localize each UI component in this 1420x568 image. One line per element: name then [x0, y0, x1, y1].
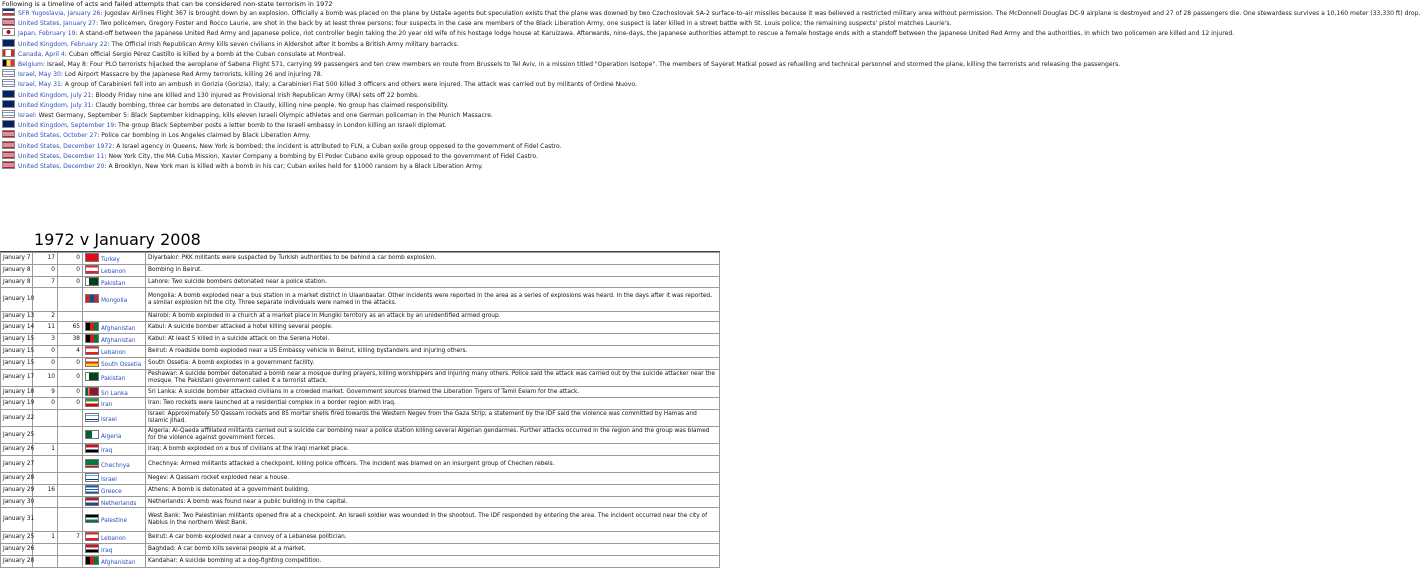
- injured-count-cell: [58, 484, 83, 496]
- dead-count-cell: [33, 427, 58, 444]
- entry-text: A stand-off between the Japanese United Red Army and Japanese police, riot controller begin taking the 20 year old wife of his hostage lodge house at Karuizawa. Afterwards, nine-days, the Japanese authorities attempt to rescue a female hostage ends with a standoff between the Japanese United Red Army and the authorities, in which two policemen are killed and 12 injured.: [79, 30, 1235, 38]
- description-cell: Negev: A Qassam rocket exploded near a house.: [146, 472, 720, 484]
- dead-count-cell: 16: [33, 484, 58, 496]
- incident-table: [0, 252, 720, 568]
- southossetia-flag-icon: [85, 358, 99, 367]
- date-cell: January 7: [1, 253, 33, 265]
- dead-count-cell: [33, 288, 58, 312]
- dead-count-cell: [33, 544, 58, 556]
- description-cell: Athens: A bomb is detonated at a government building.: [146, 484, 720, 496]
- table-row: [1, 544, 720, 556]
- table-row: [1, 455, 720, 472]
- injured-count-cell: 0: [58, 264, 83, 276]
- iraq-flag-icon: [85, 444, 99, 453]
- country-link[interactable]: Greece: [101, 488, 122, 495]
- date-cell: January 27: [1, 455, 33, 472]
- country-link[interactable]: Pakistan: [101, 280, 126, 287]
- date-cell: January 8: [1, 276, 33, 288]
- country-cell: [83, 357, 146, 369]
- entry-date-link[interactable]: United States, October 27: [18, 132, 98, 140]
- yugoslavia-flag-icon: [2, 8, 15, 16]
- afghanistan-flag-icon: [85, 556, 99, 565]
- dead-count-cell: 1: [33, 532, 58, 544]
- country-link[interactable]: Afghanistan: [101, 338, 136, 345]
- description-cell: Mongolia: A bomb exploded near a bus station in a market district in Ulaanbaatar. Other incidents were reported in the area as a series of explosions was heard. In the days after it was reported, a similar explosion hit the city. Three separate individuals were named in the attacks.: [146, 288, 720, 312]
- country-link[interactable]: Iran: [101, 402, 113, 409]
- description-cell: South Ossetia: A bomb explodes in a government facility.: [146, 357, 720, 369]
- algeria-flag-icon: [85, 430, 99, 439]
- table-row: [1, 444, 720, 456]
- description-cell: Kandahar: A suicide bombing at a dog-fighting competition.: [146, 555, 720, 567]
- dead-count-cell: 0: [33, 357, 58, 369]
- country-link[interactable]: South Ossetia: [101, 361, 142, 368]
- country-link[interactable]: Netherlands: [101, 500, 137, 507]
- table-row: [1, 322, 720, 334]
- timeline-1972-section: [0, 0, 1420, 228]
- country-link[interactable]: Mongolia: [101, 298, 128, 305]
- timeline-entry: SFR Yugoslavia, January 26: Jugoslav Airlines Flight 367 is brought down by an explosion. Officially a bomb was placed on the plane by Ustaše agents but speculation exists that the plane was downed by two Czechoslovak SA-2 surface-to-air missiles because it was believed a restricted military area without permission. The McDonnell Douglas DC-9 airplane is destroyed and 27 of 28 passengers die. One stewardess survives a 10,160 meter (33,330 ft) drop.: [0, 8, 720, 18]
- netherlands-flag-icon: [85, 497, 99, 506]
- table-row: [1, 312, 720, 322]
- country-cell: [83, 322, 146, 334]
- country-link[interactable]: Afghanistan: [101, 326, 136, 333]
- country-link[interactable]: Israel: [101, 416, 117, 423]
- entry-text: Israel, May 8: Four PLO terrorists hijacked the aeroplane of Sabena Flight 571, carrying 99 passengers and ten crew members en route from Brussels to Tel Aviv, in a mission titled "Operation Isotope". The members of Sayeret Matkal posed as refuelling and technical personnel and stormed the plane, killing the terrorists and releasing the passengers.: [46, 61, 1121, 69]
- dead-count-cell: 0: [33, 398, 58, 410]
- country-link[interactable]: Chechnya: [101, 462, 130, 469]
- entry-text: Lod Airport Massacre by the Japanese Red Army terrorists, killing 26 and injuring 78.: [64, 71, 323, 79]
- entry-date-link[interactable]: United States, January 27: [18, 20, 96, 28]
- entry-date-link[interactable]: United Kingdom, February 22: [18, 40, 108, 48]
- description-cell: Chechnya: Armed militants attacked a checkpoint, killing police officers. The incident was blamed on an insurgent group of Chechen rebels.: [146, 455, 720, 472]
- country-cell: [83, 544, 146, 556]
- table-row: [1, 288, 720, 312]
- dead-count-cell: 17: [33, 253, 58, 265]
- date-cell: January 28: [1, 472, 33, 484]
- entry-text: Jugoslav Airlines Flight 367 is brought down by an explosion. Officially a bomb was placed on the plane by Ustaše agents but speculation exists that the plane was downed by two Czechoslovak SA-2 surface-to-air missiles because it was believed a restricted military area without permission. The McDonnell Douglas DC-9 airplane is destroyed and 27 of 28 passengers die. One stewardess survives a 10,160 meter (33,330 ft) drop.: [104, 10, 1420, 17]
- table-row: [1, 410, 720, 427]
- table-row: [1, 472, 720, 484]
- country-cell: [83, 508, 146, 532]
- date-cell: January 26: [1, 544, 33, 556]
- table-row: [1, 427, 720, 444]
- injured-count-cell: [58, 444, 83, 456]
- entry-text: Claudy bombing, three car bombs are detonated in Claudy, killing nine people. No group has claimed responsibility.: [95, 101, 449, 109]
- country-cell: [83, 410, 146, 427]
- belgium-flag-icon: [2, 59, 15, 67]
- usa-flag-icon: [2, 151, 15, 159]
- injured-count-cell: 0: [58, 357, 83, 369]
- injured-count-cell: 38: [58, 334, 83, 346]
- entry-date-link[interactable]: United Kingdom, September 19: [18, 122, 115, 130]
- injured-count-cell: 65: [58, 322, 83, 334]
- uk-flag-icon: [2, 90, 15, 98]
- injured-count-cell: 0: [58, 386, 83, 398]
- timeline-entry: United States, December 11: New York City, the MA Cuba Mission, Xavier Company a bombing by El Poder Cubano exile group opposed to the government of Fidel Castro.: [0, 151, 720, 161]
- date-cell: January 18: [1, 386, 33, 398]
- dead-count-cell: [33, 472, 58, 484]
- injured-count-cell: [58, 288, 83, 312]
- dead-count-cell: 11: [33, 322, 58, 334]
- dead-count-cell: 0: [33, 264, 58, 276]
- description-cell: Sri Lanka: A suicide bomber attacked civilians in a crowded market. Government sources blamed the Liberation Tigers of Tamil Eelam for the attack.: [146, 386, 720, 398]
- injured-count-cell: [58, 427, 83, 444]
- dead-count-cell: 9: [33, 386, 58, 398]
- afghanistan-flag-icon: [85, 334, 99, 343]
- injured-count-cell: [58, 312, 83, 322]
- injured-count-cell: 0: [58, 369, 83, 386]
- timeline-entry: United Kingdom, July 31: Claudy bombing, three car bombs are detonated in Claudy, killing nine people. No group has claimed responsibility.: [0, 100, 720, 110]
- timeline-entry: Japan, February 19: A stand-off between the Japanese United Red Army and Japanese police, riot controller begin taking the 20 year old wife of his hostage lodge house at Karuizawa. Afterwards, nine-days, the Japanese authorities attempt to rescue a female hostage ends with a standoff between the Japanese United Red Army and the authorities, in which two policemen are killed and 12 injured.: [0, 28, 720, 38]
- table-row: [1, 357, 720, 369]
- uk-flag-icon: [2, 100, 15, 108]
- country-cell: [83, 253, 146, 265]
- iraq-flag-icon: [85, 544, 99, 553]
- date-cell: January 25: [1, 427, 33, 444]
- entry-text: Two policemen, Gregory Foster and Rocco Laurie, are shot in the back by at least three persons; four suspects in the case are members of the Black Liberation Army, one suspect is later killed in a street battle with St. Louis police; the remaining suspects' pistol matches Laurie's.: [99, 20, 952, 28]
- timeline-entry: United States, October 27: Police car bombing in Los Angeles claimed by Black Liberation Army.: [0, 130, 720, 140]
- table-row: [1, 386, 720, 398]
- section-title: 1972 v January 2008: [34, 230, 201, 249]
- country-link[interactable]: Iraq: [101, 448, 113, 455]
- lebanon-flag-icon: [85, 532, 99, 541]
- usa-flag-icon: [2, 161, 15, 169]
- table-row: [1, 555, 720, 567]
- country-cell: [83, 472, 146, 484]
- dead-count-cell: [33, 455, 58, 472]
- entry-date-link[interactable]: Belgium: [18, 61, 43, 69]
- timeline-entry: Israel, May 30: Lod Airport Massacre by the Japanese Red Army terrorists, killing 26 and injuring 78.: [0, 69, 720, 79]
- country-cell: [83, 444, 146, 456]
- date-cell: January 15: [1, 345, 33, 357]
- injured-count-cell: [58, 544, 83, 556]
- country-cell: [83, 496, 146, 508]
- injured-count-cell: [58, 410, 83, 427]
- usa-flag-icon: [2, 18, 15, 26]
- date-cell: January 29: [1, 484, 33, 496]
- dead-count-cell: 1: [33, 444, 58, 456]
- afghanistan-flag-icon: [85, 322, 99, 331]
- date-cell: January 26: [1, 444, 33, 456]
- description-cell: Algeria: Al-Qaeda affiliated militants carried out a suicide car bombing near a police station killing several Algerian gendarmes. Further attacks occurred in the region and the group was blamed for the violence against government forces.: [146, 427, 720, 444]
- entry-text: New York City, the MA Cuba Mission, Xavier Company a bombing by El Poder Cubano exile group opposed to the government of Fidel Castro.: [108, 152, 538, 160]
- date-cell: January 15: [1, 334, 33, 346]
- table-row: [1, 484, 720, 496]
- country-cell: [83, 455, 146, 472]
- timeline-entry: Israel, May 31: A group of Carabinieri fell into an ambush in Gorizia (Gorizia), Italy; a Carabinieri Fiat 500 killed 3 officers and others were injured. The attack was carried out by militants of Ordine Nuovo.: [0, 79, 720, 89]
- table-row: [1, 334, 720, 346]
- israel-flag-icon: [85, 473, 99, 482]
- canada-flag-icon: [2, 49, 15, 57]
- description-cell: Baghdad: A car bomb kills several people at a market.: [146, 544, 720, 556]
- israel-flag-icon: [2, 110, 15, 118]
- country-cell: [83, 555, 146, 567]
- date-cell: January 17: [1, 369, 33, 386]
- country-link[interactable]: Turkey: [101, 257, 120, 263]
- chechnya-flag-icon: [85, 459, 99, 468]
- table-row: [1, 253, 720, 265]
- date-cell: January 13: [1, 312, 33, 322]
- dead-count-cell: 10: [33, 369, 58, 386]
- srilanka-flag-icon: [85, 387, 99, 396]
- palestine-flag-icon: [85, 514, 99, 523]
- country-link[interactable]: Afghanistan: [101, 559, 136, 566]
- table-row: [1, 264, 720, 276]
- entry-date-link[interactable]: United Kingdom, July 21: [18, 91, 92, 99]
- incident-table-container: [0, 251, 720, 566]
- israel-flag-icon: [2, 79, 15, 87]
- injured-count-cell: [58, 508, 83, 532]
- timeline-entry: Belgium: Israel, May 8: Four PLO terrorists hijacked the aeroplane of Sabena Flight 571, carrying 99 passengers and ten crew members en route from Brussels to Tel Aviv, in a mission titled "Operation Isotope". The members of Sayeret Matkal posed as refuelling and technical personnel and stormed the plane, killing the terrorists and releasing the passengers.: [0, 59, 720, 69]
- country-cell: [83, 264, 146, 276]
- entry-date-link[interactable]: Canada, April 4: [18, 50, 65, 58]
- entry-text: The Official Irish Republican Army kills seven civilians in Aldershot after it bombs a British Army military barracks.: [111, 40, 459, 48]
- date-cell: January 25: [1, 532, 33, 544]
- date-cell: January 22: [1, 410, 33, 427]
- country-cell: [83, 532, 146, 544]
- entry-date-link[interactable]: SFR Yugoslavia, January 26: [18, 10, 101, 17]
- entry-text: Police car bombing in Los Angeles claimed by Black Liberation Army.: [101, 132, 311, 140]
- injured-count-cell: 0: [58, 276, 83, 288]
- description-cell: Iraq: A bomb exploded on a bus of civilians at the Iraqi market place.: [146, 444, 720, 456]
- pakistan-flag-icon: [85, 277, 99, 286]
- turkey-flag-icon: [85, 253, 99, 262]
- date-cell: January 10: [1, 288, 33, 312]
- israel-flag-icon: [2, 69, 15, 77]
- date-cell: January 19: [1, 398, 33, 410]
- dead-count-cell: 7: [33, 276, 58, 288]
- injured-count-cell: 0: [58, 398, 83, 410]
- country-cell: [83, 276, 146, 288]
- description-cell: Peshawar: A suicide bomber detonated a bomb near a mosque during prayers, killing worshippers and injuring many others. Police said the attack was carried out by the suicide attacker near the mosque. The Pakistani government called it a terrorist attack.: [146, 369, 720, 386]
- usa-flag-icon: [2, 130, 15, 138]
- entry-text: A group of Carabinieri fell into an ambush in Gorizia (Gorizia), Italy; a Carabinieri Fiat 500 killed 3 officers and others were injured. The attack was carried out by militants of Ordine Nuovo.: [64, 81, 637, 89]
- entry-date-link[interactable]: United States, December 1972: [18, 142, 113, 150]
- timeline-entry: United States, December 1972: A Israel agency in Queens, New York is bombed; the incident is attributed to FLN, a Cuban exile group opposed to the government of Fidel Castro.: [0, 141, 720, 151]
- description-cell: Kabul: At least 5 killed in a suicide attack on the Serena Hotel.: [146, 334, 720, 346]
- entry-text: Bloody Friday nine are killed and 130 injured as Provisional Irish Republican Army (IRA) sets off 22 bombs.: [95, 91, 420, 99]
- country-link[interactable]: Palestine: [101, 518, 128, 525]
- japan-flag-icon: [2, 28, 15, 36]
- date-cell: January 30: [1, 496, 33, 508]
- table-row: [1, 369, 720, 386]
- table-row: [1, 508, 720, 532]
- injured-count-cell: [58, 496, 83, 508]
- country-cell: [83, 484, 146, 496]
- description-cell: Nairobi: A bomb exploded in a church at a market place in Mungiki territory as an attack by an unidentified armed group.: [146, 312, 720, 322]
- date-cell: January 28: [1, 555, 33, 567]
- entry-date-link[interactable]: Israel, May 31: [18, 81, 61, 89]
- timeline-entry: United Kingdom, July 21: Bloody Friday nine are killed and 130 injured as Provisional Irish Republican Army (IRA) sets off 22 bombs.: [0, 90, 720, 100]
- entry-date-link[interactable]: United Kingdom, July 31: [18, 101, 92, 109]
- description-cell: Netherlands: A bomb was found near a public building in the capital.: [146, 496, 720, 508]
- description-cell: Beirut: A car bomb exploded near a convoy of a Lebanese politician.: [146, 532, 720, 544]
- country-cell: [83, 386, 146, 398]
- timeline-entry: Canada, April 4: Cuban official Sergio Pérez Castillo is killed by a bomb at the Cuban consulate at Montreal.: [0, 49, 720, 59]
- iran-flag-icon: [85, 398, 99, 407]
- injured-count-cell: 7: [58, 532, 83, 544]
- country-cell: [83, 398, 146, 410]
- description-cell: Kabul: A suicide bomber attacked a hotel killing several people.: [146, 322, 720, 334]
- country-link[interactable]: Israel: [101, 476, 117, 483]
- entry-text: West Germany, September 5: Black September kidnapping, kills eleven Israeli Olympic athletes and one German policeman in the Munich Massacre.: [38, 112, 493, 120]
- table-row: [1, 496, 720, 508]
- table-row: [1, 398, 720, 410]
- entry-date-link[interactable]: Israel: [18, 112, 35, 120]
- dead-count-cell: [33, 410, 58, 427]
- country-link[interactable]: Lebanon: [101, 268, 126, 275]
- entry-text: Cuban official Sergio Pérez Castillo is killed by a bomb at the Cuban consulate at Montreal.: [68, 50, 346, 58]
- injured-count-cell: [58, 455, 83, 472]
- timeline-1972-list: [0, 8, 1420, 171]
- table-row: [1, 276, 720, 288]
- uk-flag-icon: [2, 120, 15, 128]
- date-cell: January 31: [1, 508, 33, 532]
- entry-text: The group Black September posts a letter bomb to the Israeli embassy in London killing an Israeli diplomat.: [118, 122, 447, 130]
- description-cell: Bombing in Beirut.: [146, 264, 720, 276]
- description-cell: Israel: Approximately 50 Qassam rockets and 85 mortar shells fired towards the Western Negev from the Gaza Strip; a statement by the IDF said the violence was committed by Hamas and Islamic Jihad.: [146, 410, 720, 427]
- injured-count-cell: [58, 555, 83, 567]
- usa-flag-icon: [2, 141, 15, 149]
- country-cell: [83, 288, 146, 312]
- greece-flag-icon: [85, 485, 99, 494]
- table-row: [1, 345, 720, 357]
- pakistan-flag-icon: [85, 372, 99, 381]
- lebanon-flag-icon: [85, 346, 99, 355]
- country-link[interactable]: Algeria: [101, 433, 122, 440]
- entry-text: A Israel agency in Queens, New York is bombed; the incident is attributed to FLN, a Cuban exile group opposed to the government of Fidel Castro.: [116, 142, 562, 150]
- dead-count-cell: 2: [33, 312, 58, 322]
- country-link[interactable]: Pakistan: [101, 376, 126, 383]
- country-cell: [83, 369, 146, 386]
- country-cell: [83, 345, 146, 357]
- entry-date-link[interactable]: United States, December 11: [18, 152, 105, 160]
- description-cell: Iran: Two rockets were launched at a residential complex in a border region with Iraq.: [146, 398, 720, 410]
- dead-count-cell: [33, 496, 58, 508]
- dead-count-cell: 0: [33, 345, 58, 357]
- country-cell: [83, 334, 146, 346]
- mongolia-flag-icon: [85, 294, 99, 303]
- date-cell: January 15: [1, 357, 33, 369]
- dead-count-cell: [33, 555, 58, 567]
- date-cell: January 14: [1, 322, 33, 334]
- country-cell: [83, 427, 146, 444]
- dead-count-cell: 3: [33, 334, 58, 346]
- entry-date-link[interactable]: United States, December 20: [18, 163, 105, 171]
- timeline-entry: United Kingdom, September 19: The group Black September posts a letter bomb to the Israeli embassy in London killing an Israeli diplomat.: [0, 120, 720, 130]
- israel-flag-icon: [85, 413, 99, 422]
- date-cell: January 8: [1, 264, 33, 276]
- lebanon-flag-icon: [85, 265, 99, 274]
- uk-flag-icon: [2, 39, 15, 47]
- injured-count-cell: 0: [58, 253, 83, 265]
- description-cell: West Bank: Two Palestinian militants opened fire at a checkpoint. An Israeli soldier was wounded in the shootout. The IDF responded by entering the area. The incident occurred near the city of Nablus in the northern West Bank.: [146, 508, 720, 532]
- injured-count-cell: [58, 472, 83, 484]
- country-link[interactable]: Lebanon: [101, 536, 126, 543]
- entry-date-link[interactable]: Japan, February 19: [18, 30, 76, 38]
- timeline-entry: United States, January 27: Two policemen, Gregory Foster and Rocco Laurie, are shot in the back by at least three persons; four suspects in the case are members of the Black Liberation Army, one suspect is later killed in a street battle with St. Louis police; the remaining suspects' pistol matches Laurie's.: [0, 18, 720, 28]
- entry-text: A Brooklyn, New York man is killed with a bomb in his car; Cuban exiles held for $1000 ransom by a Black Liberation Army.: [108, 163, 483, 171]
- description-cell: Beirut: A roadside bomb exploded near a US Embassy vehicle in Beirut, killing bystanders and injuring others.: [146, 345, 720, 357]
- description-cell: Diyarbakır: PKK militants were suspected by Turkish authorities to be behind a car bomb explosion.: [146, 253, 720, 265]
- country-link[interactable]: Lebanon: [101, 349, 126, 356]
- dead-count-cell: [33, 508, 58, 532]
- entry-date-link[interactable]: Israel, May 30: [18, 71, 61, 79]
- country-link[interactable]: Sri Lanka: [101, 390, 128, 397]
- country-link[interactable]: Iraq: [101, 548, 113, 555]
- timeline-entry: United States, December 20: A Brooklyn, New York man is killed with a bomb in his car; Cuban exiles held for $1000 ransom by a Black Liberation Army.: [0, 161, 720, 171]
- description-cell: Lahore: Two suicide bombers detonated near a police station.: [146, 276, 720, 288]
- timeline-entry: Israel: West Germany, September 5: Black September kidnapping, kills eleven Israeli Olympic athletes and one German policeman in the Munich Massacre.: [0, 110, 720, 120]
- intro-text: Following is a timeline of acts and failed attempts that can be considered non-state terrorism in 1972: [2, 0, 333, 8]
- timeline-entry: United Kingdom, February 22: The Official Irish Republican Army kills seven civilians in Aldershot after it bombs a British Army military barracks.: [0, 39, 720, 49]
- country-cell: [83, 312, 146, 322]
- table-row: [1, 532, 720, 544]
- injured-count-cell: 4: [58, 345, 83, 357]
